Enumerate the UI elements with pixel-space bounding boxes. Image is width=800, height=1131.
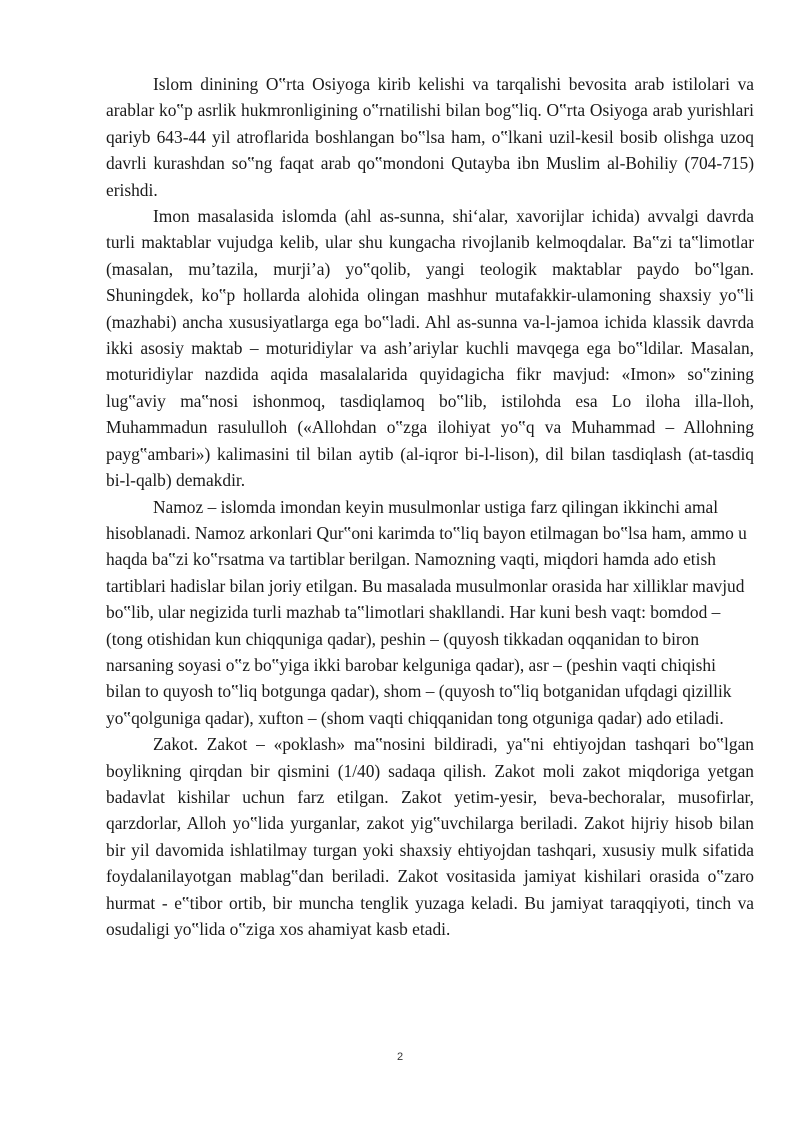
- paragraph-namoz: Namoz – islomda imondan keyin musulmonlar ustiga farz qilingan ikkinchi amal hisoblanadi. Namoz arkonlari Qur‟oni karimda to‟liq bayon etilmagan bo‟lsa ham, ammo u haqda ba‟zi ko‟rsatma va tartiblar berilgan. Namozning vaqti, miqdori hamda ado etish tartiblari hadislar bilan joriy etilgan. Bu masalada musulmonlar orasida har xilliklar mavjud bo‟lib, ular negizida turli mazhab ta‟limotlari shakllandi. Har kuni besh vaqt: bomdod – (tong otishidan kun chiqquniga qadar), peshin – (quyosh tikkadan oqqanidan to biron narsaning soyasi o‟z bo‟yiga ikki barobar kelguniga qadar), asr – (peshin vaqti chiqishi bilan to quyosh to‟liq botgunga qadar), shom – (quyosh to‟liq botganidan ufqdagi qizillik yo‟qolguniga qadar), xufton – (shom vaqti chiqqanidan tong otguniga qadar) ado etiladi.: [106, 496, 747, 728]
- document-body: [106, 71, 754, 942]
- paragraph-zakot: Zakot. Zakot – «poklash» ma‟nosini bildiradi, ya‟ni ehtiyojdan tashqari bo‟lgan boylikning qirqdan bir qismini (1/40) sadaqa qilish. Zakot moli zakot miqdoriga yetgan badavlat kishilar uchun farz etilgan. Zakot yetim-yesir, beva-bechoralar, musofirlar, qarzdorlar, Alloh yo‟lida yurganlar, zakot yig‟uvchilarga beriladi. Zakot hijriy hisob bilan bir yil davomida ishlatilmay turgan yoki shaxsiy ehtiyojdan tashqari, xususiy mulk sifatida foydalanilayotgan mablag‟dan beriladi. Zakot vositasida jamiyat kishilari orasida o‟zaro hurmat - e‟tibor ortib, bir muncha tenglik yuzaga keladi. Bu jamiyat taraqqiyoti, tinch va osudaligi yo‟lida o‟ziga xos ahamiyat kasb etadi.: [106, 734, 754, 939]
- paragraph-intro: Islom dinining O‟rta Osiyoga kirib kelishi va tarqalishi bevosita arab istilolari va arablar ko‟p asrlik hukmronligining o‟rnatilishi bilan bog‟liq. O‟rta Osiyoga arab yurishlari qariyb 643-44 yil atroflarida boshlangan bo‟lsa ham, o‟lkani uzil-kesil bosib olishga uzoq davrli kurashdan so‟ng faqat arab qo‟mondoni Qutayba ibn Muslim al-Bohiliy (704-715) erishdi.: [106, 74, 754, 200]
- paragraph-imon: Imon masalasida islomda (ahl as-sunna, shi‘alar, xavorijlar ichida) avvalgi davrda turli maktablar vujudga kelib, ular shu kungacha rivojlanib kelmoqdalar. Ba‟zi ta‟limotlar (masalan, mu’tazila, murji’a) yo‟qolib, yangi teologik maktablar paydo bo‟lgan. Shuningdek, ko‟p hollarda alohida olingan mashhur mutafakkir-ulamoning shaxsiy yo‟li (mazhabi) ancha xususiyatlarga ega bo‟ladi. Ahl as-sunna va-l-jamoa ichida klassik davrda ikki asosiy maktab – moturidiylar va ash’ariylar kuchli mavqega ega bo‟ldilar. Masalan, moturidiylar nazdida aqida masalalarida quyidagicha fikr mavjud: «Imon» so‟zining lug‟aviy ma‟nosi ishonmoq, tasdiqlamoq bo‟lib, istilohda esa Lo iloha illa-lloh, Muhammadun rasululloh («Allohdan o‟zga ilohiyat yo‟q va Muhammad – Allohning payg‟ambari») kalimasini til bilan aytib (al-iqror bi-l-lison), dil bilan tasdiqlash (at-tasdiq bi-l-qalb) demakdir.: [106, 206, 754, 491]
- page-number: 2: [396, 1051, 404, 1063]
